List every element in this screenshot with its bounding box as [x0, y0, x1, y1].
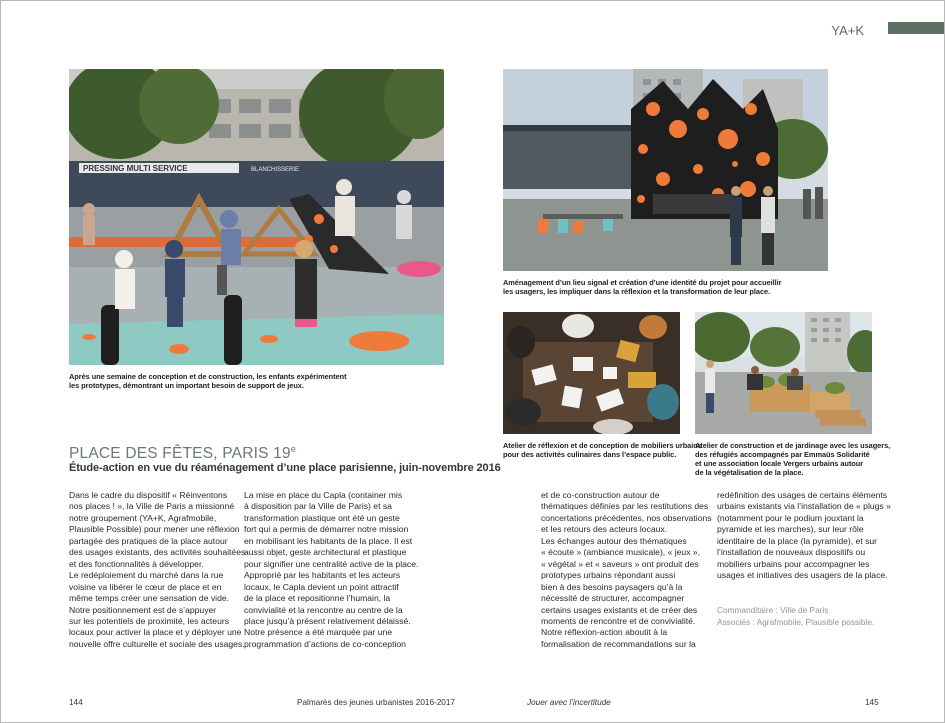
- body-line: même temps créer une sensation de vide.: [69, 593, 230, 604]
- section-title: Jouer avec l’incertitude: [527, 698, 611, 707]
- brand-label: YA+K: [831, 23, 864, 38]
- credit-client: Commanditaire : Ville de Paris: [717, 605, 829, 615]
- body-line: à disposition par la Ville de Paris) et sa: [244, 501, 392, 512]
- body-line: pyramide et les marches), sur leur rôle: [717, 524, 864, 535]
- body-line: fort qui a permis de démarrer notre mission: [244, 524, 409, 535]
- body-line: Le redéploiement du marché dans la rue: [69, 570, 224, 581]
- body-line: et de co-construction autour de: [541, 490, 660, 500]
- article-subtitle: Étude-action en vue du réaménagement d’une place parisienne, juin-novembre 2016: [69, 462, 501, 474]
- body-line: bien à des besoins paysagers qu’à la: [541, 581, 683, 592]
- body-line: transformation plastique ont été un geste: [244, 512, 400, 523]
- body-line: Les échanges autour des thématiques: [541, 535, 687, 546]
- article-title-text: PLACE DES FÊTES, PARIS 19: [69, 445, 291, 463]
- body-line: thématiques définies par les restitutions des: [541, 501, 709, 512]
- caption-line: et une association locale Vergers urbains autour: [695, 459, 864, 468]
- body-line: usages et initiatives des usagers de la place.: [717, 570, 888, 581]
- caption-line: Atelier de réflexion et de conception de mobiliers urbains: [503, 441, 702, 450]
- body-line: partagée des pratiques de la place autour: [69, 535, 228, 546]
- caption-line: des réfugiés accompagnés par Emmaüs Solidarité: [695, 450, 870, 459]
- body-column-3: [541, 490, 712, 650]
- caption-line: Aménagement d’un lieu signal et création d’une identité du projet pour accueillir: [503, 278, 782, 287]
- body-column-4: [717, 490, 891, 582]
- body-line: convivialité et la rencontre au centre de la: [244, 604, 403, 615]
- caption-line: Atelier de construction et de jardinage avec les usagers,: [695, 441, 891, 450]
- body-line: mobiliers urbains pour accompagner les: [717, 558, 870, 569]
- photo-gardening-image: [695, 312, 872, 434]
- body-line: locaux pour activer la place et y déployer une: [69, 627, 242, 638]
- body-line: locaux, le Capla devient un point attractif: [244, 581, 399, 592]
- body-line: sur les potentiels de proximité, les acteurs: [69, 615, 230, 626]
- caption-line: les prototypes, démontrant un important besoin de support de jeux.: [69, 381, 304, 390]
- photo-children-playground: [69, 69, 444, 365]
- body-line: l’installation de nouveaux dispositifs ou: [717, 547, 866, 558]
- body-line: identitaire de la place (la pyramide), et sur: [717, 535, 878, 546]
- body-line: urbains existants via l’installation de « plugs »: [717, 501, 891, 512]
- caption-capla: [503, 278, 781, 296]
- shop-sign-2: BLANCHISSERIE: [251, 167, 300, 173]
- body-line: Notre réflexion-action aboutit à la: [541, 627, 668, 638]
- photo-container-capla: [503, 69, 828, 271]
- body-line: « écoute » (ambiance musicale), « jeux »,: [541, 547, 701, 558]
- body-line: et des fonctionnalités à développer.: [69, 558, 204, 569]
- body-line: redéfinition des usages de certains éléments: [717, 490, 888, 500]
- body-line: Plausible Possible) pour mener une réflexion: [69, 524, 240, 535]
- caption-line: les usagers, les impliquer dans la réflexion et la transformation de leur place.: [503, 287, 771, 296]
- body-line: moments de rencontre et de convivialité.: [541, 615, 696, 626]
- body-line: pour signifier une centralité active de la place.: [244, 558, 419, 569]
- shop-sign: PRESSING MULTI SERVICE: [83, 164, 188, 173]
- body-column-1: [69, 490, 245, 650]
- article-title: [69, 444, 296, 463]
- body-line: prototypes urbains répondant aussi: [541, 570, 676, 581]
- caption-line: de la végétalisation de la place.: [695, 468, 804, 477]
- body-line: aussi objet, geste architectural et plastique: [244, 547, 407, 558]
- caption-line: Après une semaine de conception et de construction, les enfants expérimentent: [69, 372, 347, 381]
- body-line: nos places ! », la Ville de Paris a missionné: [69, 501, 235, 512]
- body-line: des usages existants, des activités souhaitées: [69, 547, 246, 558]
- body-line: « végétal » et « saveurs » ont produit des: [541, 558, 699, 569]
- body-line: Notre présence a été marquée par une: [244, 627, 393, 638]
- photo-workshop-table: [503, 312, 680, 434]
- body-line: formalisation de recommandations sur la: [541, 638, 696, 649]
- caption-gardening: [695, 441, 890, 477]
- body-line: notre groupement (YA+K, Agrafmobile,: [69, 512, 217, 523]
- credits-block: [717, 605, 874, 628]
- body-line: de la place et repositionne l’humain, la: [244, 593, 391, 604]
- article-title-sup: e: [290, 444, 297, 454]
- body-line: La mise en place du Capla (container mis: [244, 490, 403, 500]
- body-line: nouvelle offre culturelle et sociale des usages.: [69, 638, 245, 649]
- body-line: certains usages existants et de créer des: [541, 604, 698, 615]
- body-line: Notre positionnement est de s’appuyer: [69, 604, 217, 615]
- credit-partners: Associés : Agrafmobile, Plausible possible.: [717, 616, 875, 627]
- book-title: Palmarès des jeunes urbanistes 2016-2017: [297, 698, 455, 707]
- page-number-right: 145: [865, 698, 879, 707]
- photo-workshop-image: [503, 312, 680, 434]
- caption-line: pour des activités culinaires dans l’espace public.: [503, 450, 677, 459]
- body-line: en mobilisant les habitants de la place. Il est: [244, 535, 413, 546]
- caption-children: [69, 372, 346, 390]
- body-line: Approprié par les habitants et les acteurs: [244, 570, 401, 581]
- brand-bar: [888, 22, 944, 34]
- photo-capla-image: [503, 69, 828, 271]
- body-line: concertations précédentes, nos observations: [541, 512, 712, 523]
- photo-gardening: [695, 312, 872, 434]
- body-column-2: [244, 490, 418, 650]
- caption-workshop: [503, 441, 702, 459]
- body-line: place jusqu’à présent relativement délaissé.: [244, 615, 411, 626]
- page-number-left: 144: [69, 698, 83, 707]
- body-line: voisine va libérer le cœur de place et en: [69, 581, 222, 592]
- body-line: (notamment pour le podium jouxtant la: [717, 512, 864, 523]
- photo-children-image: [69, 69, 444, 365]
- body-line: nécessité de structurer, accompagner: [541, 593, 685, 604]
- body-line: et les retours des acteurs locaux.: [541, 524, 668, 535]
- body-line: programmation d’actions de co-conception: [244, 638, 406, 649]
- body-line: Dans le cadre du dispositif « Réinventons: [69, 490, 228, 500]
